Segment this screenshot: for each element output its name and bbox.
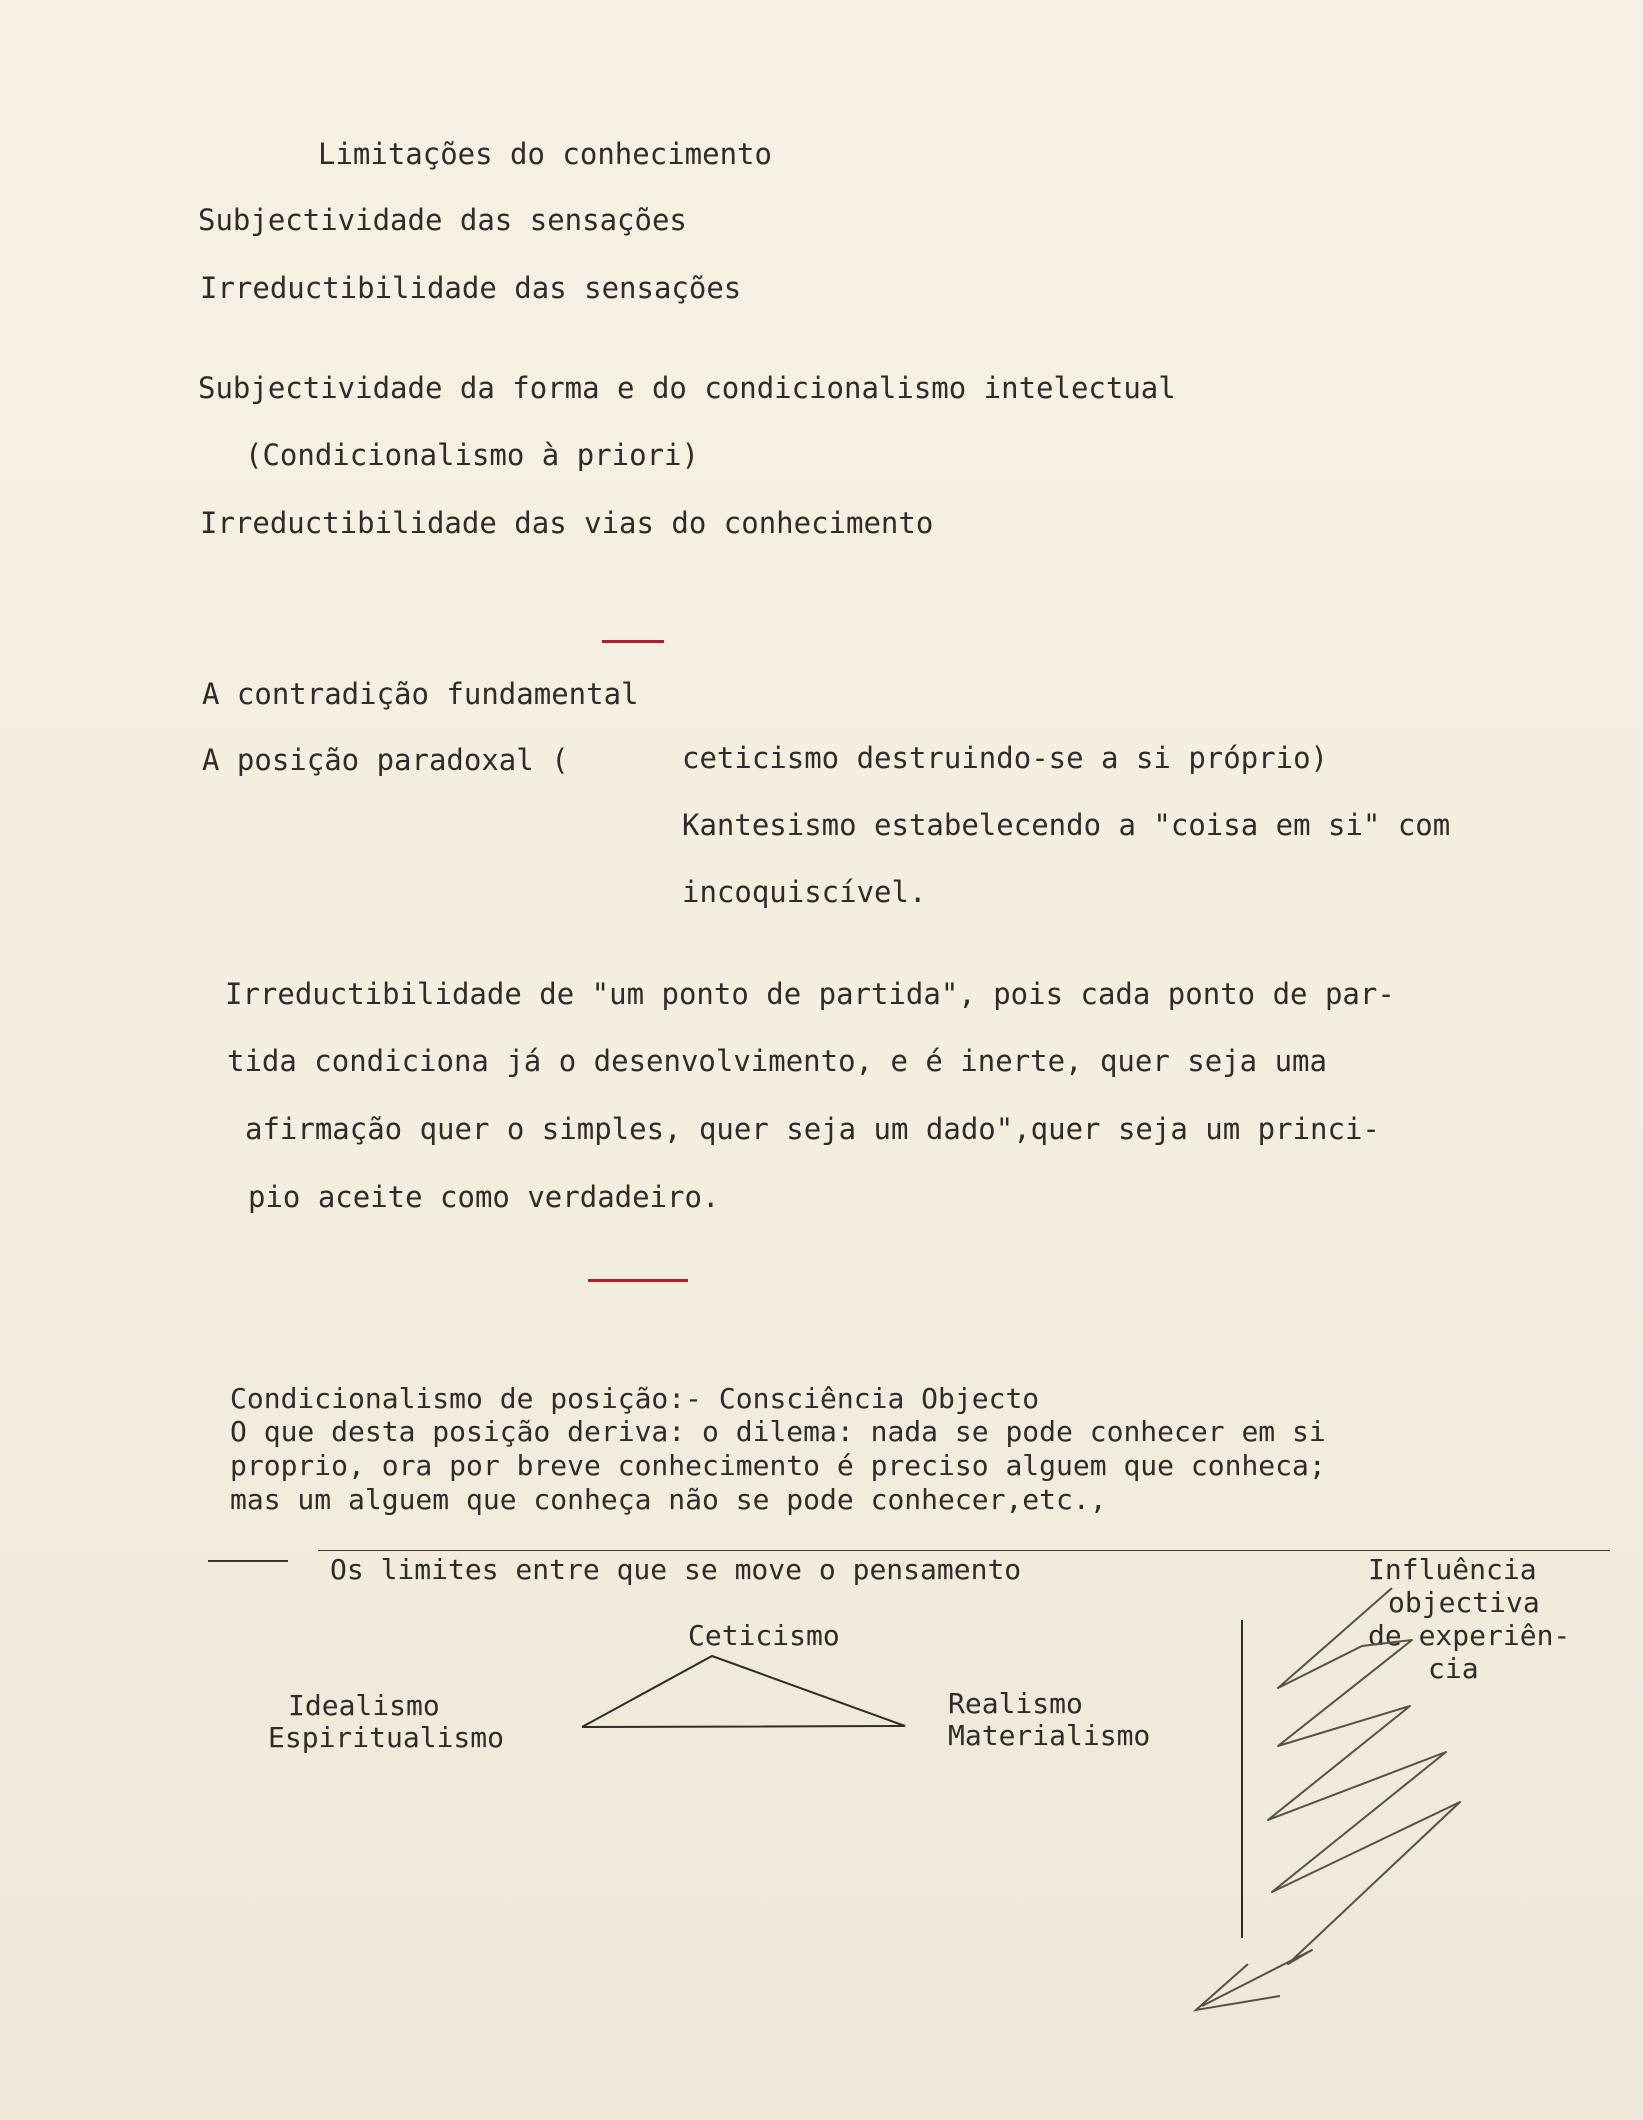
text-line: mas um alguem que conheça não se pode conhecer,etc., [230, 1483, 1107, 1516]
text-line: ceticismo destruindo-se a si próprio) [682, 741, 1329, 775]
text-line: O que desta posição deriva: o dilema: nada se pode conhecer em si [230, 1415, 1326, 1448]
diagram-label-realismo: Realismo [948, 1687, 1083, 1720]
text-line: Condicionalismo de posição:- Consciência Objecto [230, 1382, 1040, 1415]
side-label: Influência [1368, 1553, 1537, 1586]
text-line: incoquiscível. [682, 875, 927, 909]
text-line: A contradição fundamental [202, 677, 639, 711]
diagram-heading: Os limites entre que se move o pensamento [330, 1553, 1022, 1586]
diagram-label-idealismo: Idealismo [288, 1689, 440, 1722]
text-line: (Condicionalismo à priori) [245, 438, 699, 472]
text-line: Kantesismo estabelecendo a "coisa em si" com [682, 808, 1451, 842]
diagram-label-espiritualismo: Espiritualismo [268, 1721, 505, 1754]
side-label: de experiên- [1368, 1619, 1571, 1652]
text-line: Irreductibilidade das sensações [200, 271, 742, 305]
text-line: pio aceite como verdadeiro. [248, 1180, 720, 1214]
text-line: afirmação quer o simples, quer seja um dado",quer seja um princi- [245, 1112, 1380, 1146]
text-line: A posição paradoxal ( [202, 743, 569, 777]
diagram-label-ceticismo: Ceticismo [688, 1619, 840, 1652]
text-line: Subjectividade da forma e do condicionalismo intelectual [198, 371, 1176, 405]
text-line: Irreductibilidade das vias do conhecimento [200, 506, 934, 540]
section-title: Limitações do conhecimento [318, 137, 772, 171]
triangle-shape [582, 1656, 905, 1727]
side-label: cia [1428, 1652, 1479, 1685]
text-line: Subjectividade das sensações [198, 203, 687, 237]
side-label: objectiva [1388, 1586, 1540, 1619]
zigzag-arrow-line [1202, 1588, 1460, 2006]
text-line: Irreductibilidade de "um ponto de partida", pois cada ponto de par- [225, 977, 1395, 1011]
diagram-label-materialismo: Materialismo [948, 1719, 1151, 1752]
text-line: proprio, ora por breve conhecimento é preciso alguem que conheca; [230, 1449, 1326, 1482]
text-line: tida condiciona já o desenvolvimento, e é inerte, quer seja uma [227, 1044, 1327, 1078]
